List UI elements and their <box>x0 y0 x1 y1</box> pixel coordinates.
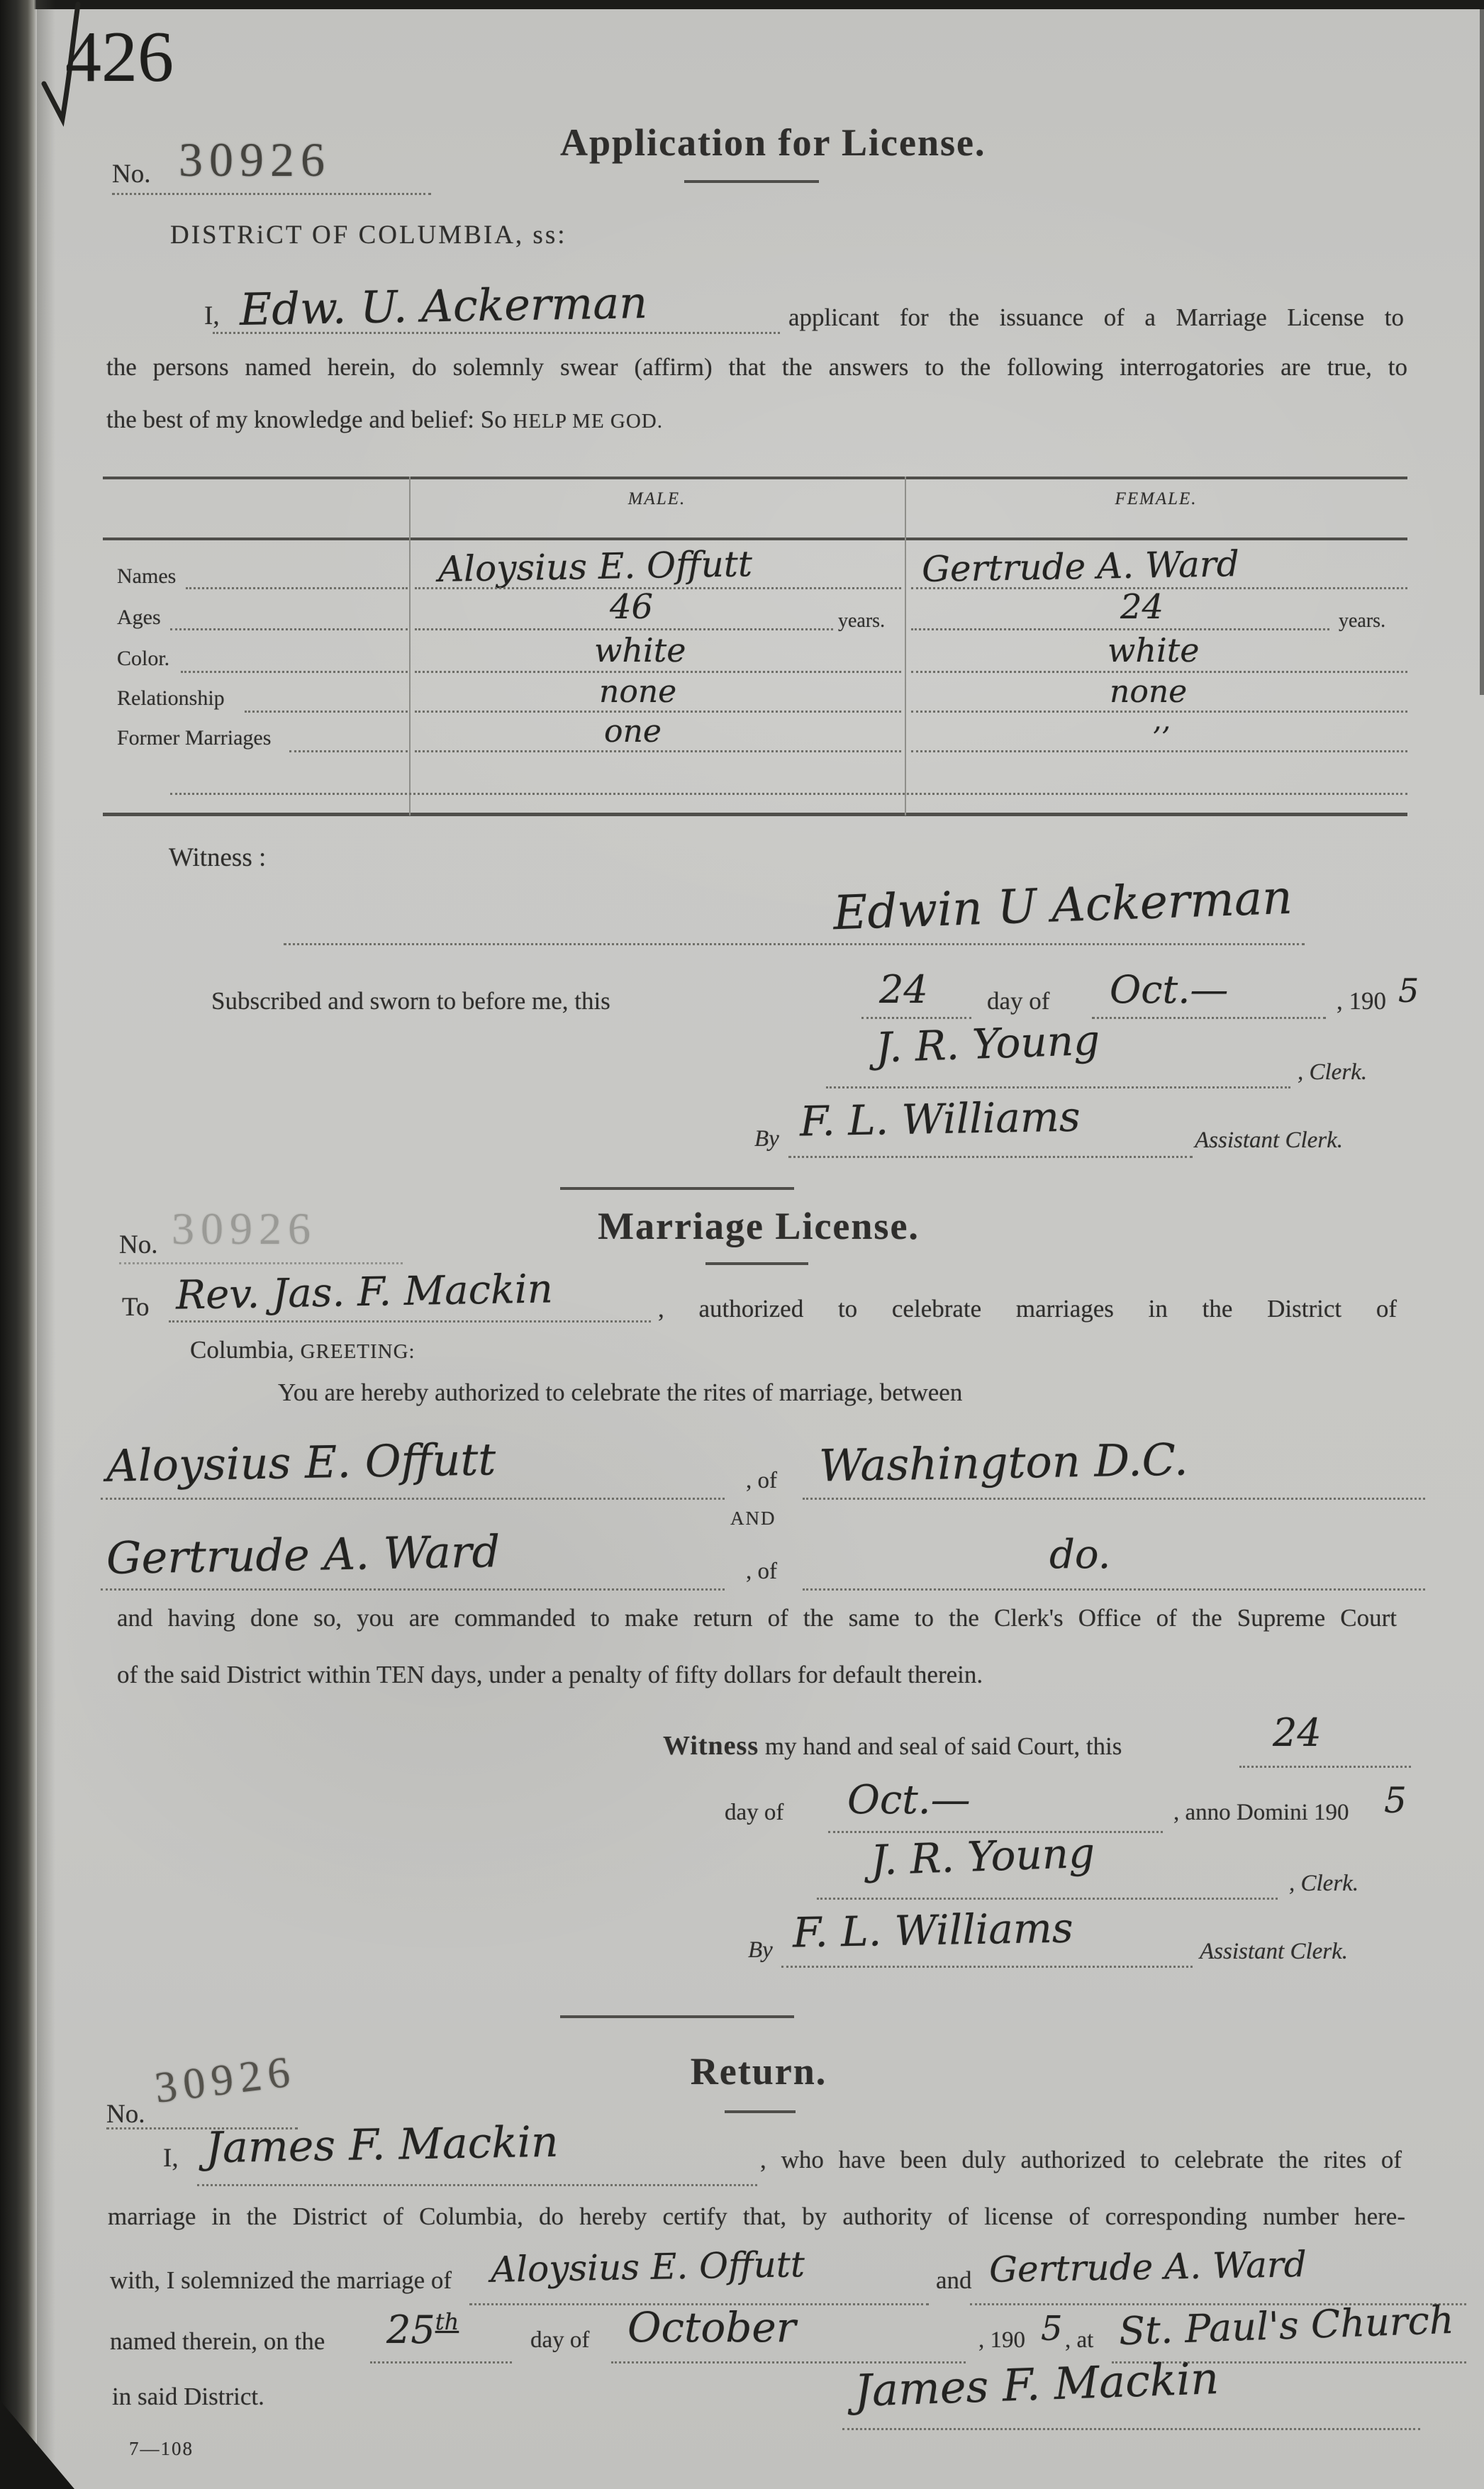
binding-edge-left <box>0 0 37 2489</box>
sworn-day-of: day of <box>987 987 1050 1015</box>
license-greeting: GREETING: <box>300 1340 415 1363</box>
row-ages-leader <box>170 628 408 630</box>
relationship-male-line <box>415 711 901 713</box>
row-label-color: Color. <box>117 647 170 670</box>
return-year-printed: , 190 <box>978 2327 1025 2353</box>
witness-signature-line <box>284 943 1305 945</box>
application-clerk-signature: J. R. Young <box>874 1015 1101 1072</box>
oath-line1: applicant for the issuance of a Marriage License to <box>788 304 1404 331</box>
license-and-label: AND <box>730 1508 776 1529</box>
row-label-former-marriages: Former Marriages <box>117 726 272 750</box>
sworn-prefix: Subscribed and sworn to before me, this <box>211 987 610 1015</box>
return-line3-prefix: with, I solemnized the marriage of <box>110 2266 452 2294</box>
relationship-female-value: none <box>1110 674 1188 710</box>
license-year-digit: 5 <box>1384 1780 1407 1821</box>
license-bride-of-label: , of <box>746 1559 777 1584</box>
return-line1-rest: , who have been duly authorized to celebrate the rites of <box>760 2146 1402 2173</box>
sworn-day: 24 <box>879 967 928 1012</box>
license-columbia: Columbia, <box>190 1336 294 1364</box>
application-by-label: By <box>754 1126 779 1152</box>
license-assistant-signature: F. L. Williams <box>792 1903 1074 1957</box>
table-column-divider-2 <box>905 477 906 815</box>
return-line5: in said District. <box>112 2383 264 2410</box>
color-male-line <box>415 671 901 673</box>
license-assistant-label: Assistant Clerk. <box>1200 1939 1349 1964</box>
relationship-male-value: none <box>599 674 677 710</box>
return-day-line <box>370 2361 512 2363</box>
row-names-leader <box>186 587 408 589</box>
license-officiant-line <box>169 1320 651 1323</box>
application-clerk-line <box>826 1086 1290 1088</box>
license-groom-residence: Washington D.C. <box>818 1433 1189 1492</box>
license-witness-clause <box>663 1730 1122 1761</box>
sworn-year-digit: 5 <box>1398 971 1419 1010</box>
return-day-ordinal: th <box>435 2308 459 2335</box>
form-code: 7—108 <box>129 2438 194 2459</box>
ages-female-line <box>911 628 1329 630</box>
application-no-dotted-line <box>112 193 431 195</box>
license-groom-line <box>101 1498 725 1500</box>
table-border-header <box>103 538 1407 540</box>
license-month: Oct.— <box>847 1777 971 1823</box>
return-day-number: 25 <box>386 2307 435 2352</box>
oath-line3 <box>106 406 663 434</box>
ages-male-years-label: years. <box>838 610 886 632</box>
license-clerk-line <box>817 1898 1278 1900</box>
row-former-leader <box>289 750 408 752</box>
return-i-label: I, <box>163 2144 179 2173</box>
return-groom: Aloysius E. Offutt <box>490 2244 805 2290</box>
application-assistant-signature: F. L. Williams <box>799 1092 1081 1146</box>
return-line2: marriage in the District of Columbia, do hereby certify that, by authority of license of corresponding number here- <box>108 2203 1405 2230</box>
return-line4-prefix: named therein, on the <box>110 2327 325 2355</box>
application-assistant-label: Assistant Clerk. <box>1195 1127 1344 1153</box>
applicant-name-line <box>213 332 780 334</box>
license-number-stamp: 30926 <box>172 1203 317 1254</box>
return-place: St. Paul's Church <box>1118 2297 1455 2354</box>
license-groom-residence-line <box>803 1498 1425 1500</box>
page-number: 426 <box>65 17 174 97</box>
witness-signature: Edwin U Ackerman <box>832 869 1293 941</box>
names-female-value: Gertrude A. Ward <box>921 543 1240 590</box>
license-title: Marriage License. <box>598 1205 920 1247</box>
license-bride-residence-line <box>803 1588 1425 1591</box>
return-day-of: day of <box>530 2327 590 2353</box>
row-label-ages: Ages <box>117 606 161 629</box>
row-color-leader <box>181 671 408 673</box>
license-authorize-line: You are hereby authorized to celebrate the rites of marriage, between <box>278 1379 963 1406</box>
license-assistant-line <box>781 1966 1193 1968</box>
license-witness-word: Witness <box>663 1731 759 1761</box>
scan-right-edge <box>1480 0 1484 695</box>
return-no-label: No. <box>106 2100 145 2129</box>
license-day-of: day of <box>725 1800 784 1825</box>
district-line: DISTRiCT OF COLUMBIA, ss: <box>170 221 567 250</box>
ages-male-value: 46 <box>610 587 654 627</box>
return-signature: James F. Mackin <box>853 2352 1220 2417</box>
application-assistant-line <box>788 1156 1193 1158</box>
license-anno-printed: , anno Domini 190 <box>1173 1800 1349 1825</box>
ages-male-line <box>415 628 833 630</box>
license-columbia-greeting <box>190 1336 415 1364</box>
return-signature-line <box>842 2428 1420 2430</box>
return-day <box>386 2307 459 2352</box>
return-and-word: and <box>936 2266 972 2294</box>
oath-line2: the persons named herein, do solemnly swear (affirm) that the answers to the following interrogatories are true, to <box>106 353 1407 381</box>
return-title: Return. <box>690 2050 827 2093</box>
color-male-value: white <box>594 631 686 669</box>
application-clerk-label: , Clerk. <box>1298 1059 1368 1085</box>
witness-label: Witness : <box>169 843 267 872</box>
former-female-ditto: ’’ <box>1152 722 1171 755</box>
sworn-month-line <box>1092 1017 1326 1019</box>
oath-line3-text: the best of my knowledge and belief: So <box>106 406 507 433</box>
license-no-label: No. <box>119 1230 158 1259</box>
row-label-relationship: Relationship <box>117 686 225 710</box>
license-title-divider <box>705 1262 808 1265</box>
table-border-bottom <box>103 813 1407 816</box>
applicant-name-handwritten: Edw. U. Ackerman <box>239 276 648 336</box>
return-title-divider <box>725 2110 796 2113</box>
relationship-female-line <box>911 711 1407 713</box>
table-border-top <box>103 477 1407 479</box>
license-officiant: Rev. Jas. F. Mackin <box>175 1266 554 1319</box>
ages-female-years-label: years. <box>1339 610 1386 632</box>
former-female-line <box>911 750 1407 752</box>
table-column-divider-1 <box>409 477 411 815</box>
color-female-line <box>911 671 1407 673</box>
return-license-number: 30926 <box>152 2047 299 2112</box>
return-year-digit: 5 <box>1041 2309 1063 2349</box>
table-blank-row-line <box>170 793 1407 795</box>
license-bride-residence: do. <box>1049 1532 1111 1578</box>
license-return-clause2: of the said District within TEN days, under a penalty of fifty dollars for default therein. <box>117 1661 983 1688</box>
return-bride: Gertrude A. Ward <box>988 2244 1307 2290</box>
license-groom-of-label: , of <box>746 1468 777 1493</box>
return-officiant-line <box>197 2184 757 2186</box>
return-at-label: , at <box>1065 2327 1094 2353</box>
license-day: 24 <box>1273 1710 1322 1755</box>
sworn-year-printed: , 190 <box>1337 987 1386 1015</box>
oath-line3-smallcaps: HELP ME GOD. <box>513 410 663 433</box>
row-relationship-leader <box>245 711 408 713</box>
section-divider-2 <box>560 2015 794 2018</box>
color-female-value: white <box>1108 631 1200 669</box>
license-clerk-signature: J. R. Young <box>869 1828 1096 1885</box>
former-male-value: one <box>604 713 662 750</box>
sworn-day-line <box>861 1017 971 1019</box>
oath-i-label: I, <box>204 301 220 330</box>
ages-female-value: 24 <box>1120 587 1164 627</box>
scan-corner-bottom-left <box>0 2400 74 2489</box>
license-witness-rest: my hand and seal of said Court, this <box>764 1732 1122 1760</box>
license-bride-name: Gertrude A. Ward <box>106 1525 501 1584</box>
application-no-label: No. <box>112 160 151 189</box>
return-officiant: James F. Mackin <box>205 2117 559 2173</box>
license-bride-line <box>101 1588 725 1591</box>
section-divider-1 <box>560 1187 794 1190</box>
scan-top-edge <box>0 0 1484 9</box>
names-male-line <box>415 587 901 589</box>
table-header-male: MALE. <box>627 489 686 508</box>
application-title-divider <box>684 180 819 183</box>
application-title: Application for License. <box>560 121 986 164</box>
license-groom-name: Aloysius E. Offutt <box>106 1433 496 1492</box>
license-day-line <box>1239 1766 1411 1768</box>
license-clerk-label: , Clerk. <box>1289 1871 1359 1896</box>
names-male-value: Aloysius E. Offutt <box>437 543 753 590</box>
application-license-number: 30926 <box>179 133 331 186</box>
sworn-month: Oct.— <box>1110 967 1229 1012</box>
row-label-names: Names <box>117 564 177 588</box>
license-return-clause1: and having done so, you are commanded to make return of the same to the Clerk's Office of the Supreme Court <box>117 1604 1397 1632</box>
license-by-label: By <box>748 1937 773 1963</box>
license-no-dotted-line <box>119 1262 403 1264</box>
binding-shadow <box>37 0 55 2489</box>
table-header-female: FEMALE. <box>1115 489 1198 508</box>
license-to-label: To <box>122 1293 150 1322</box>
license-authorized-text: , authorized to celebrate marriages in the District of <box>658 1295 1397 1323</box>
former-male-line <box>415 750 901 752</box>
return-month: October <box>627 2303 796 2351</box>
